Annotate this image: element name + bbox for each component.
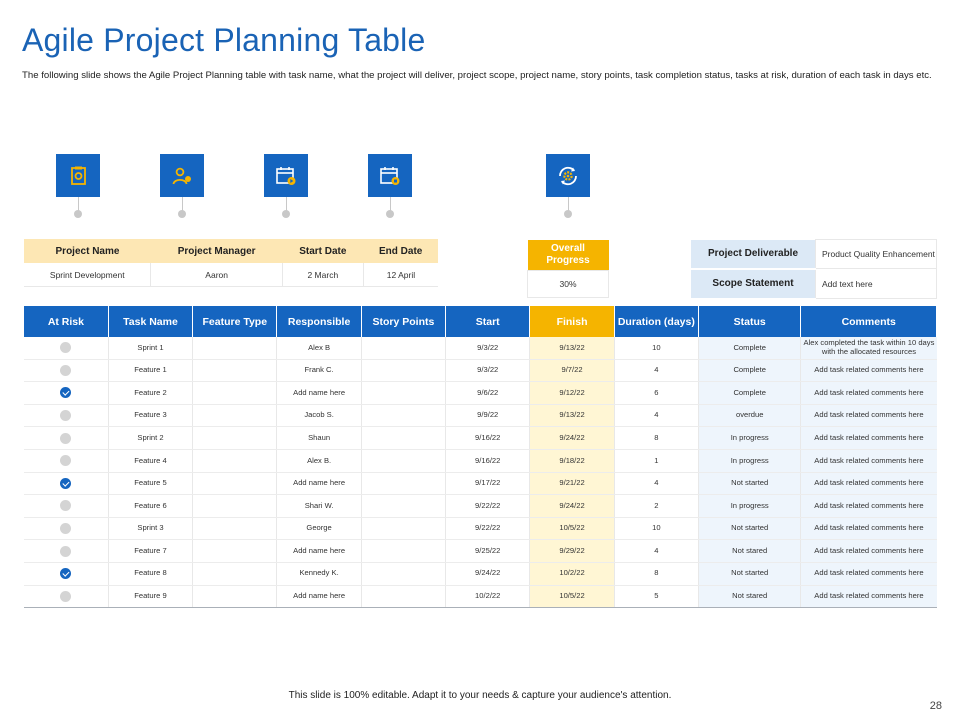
task-name-cell[interactable]: Sprint 3 xyxy=(108,517,192,540)
connector-line xyxy=(286,197,287,211)
status-cell[interactable]: overdue xyxy=(699,404,801,427)
at-risk-checked-icon[interactable] xyxy=(60,478,71,489)
project-deliverable-value[interactable]: Product Quality Enhancement xyxy=(816,240,937,269)
responsible-cell[interactable]: Add name here xyxy=(277,585,361,608)
feature-type-cell[interactable] xyxy=(193,472,277,495)
start-cell[interactable]: 9/16/22 xyxy=(446,427,530,450)
responsible-cell[interactable]: Add name here xyxy=(277,382,361,405)
start-cell[interactable]: 9/22/22 xyxy=(446,495,530,518)
status-cell[interactable]: Not stared xyxy=(699,585,801,608)
story-points-cell[interactable] xyxy=(361,449,445,472)
table-row xyxy=(24,585,937,608)
at-risk-cell xyxy=(24,449,108,472)
feature-type-cell[interactable] xyxy=(193,517,277,540)
story-points-cell[interactable] xyxy=(361,562,445,585)
connector-line xyxy=(390,197,391,211)
comments-cell[interactable]: Add task related comments here xyxy=(801,517,937,540)
at-risk-cell xyxy=(24,495,108,518)
story-points-cell[interactable] xyxy=(361,337,445,359)
start-calendar-icon xyxy=(264,154,308,197)
header-project-manager: Project Manager xyxy=(151,239,282,263)
at-risk-unchecked-icon[interactable] xyxy=(60,410,71,421)
at-risk-unchecked-icon[interactable] xyxy=(60,455,71,466)
duration-cell[interactable]: 10 xyxy=(614,517,698,540)
progress-cycle-icon xyxy=(546,154,590,197)
story-points-cell[interactable] xyxy=(361,495,445,518)
finish-cell[interactable]: 9/12/22 xyxy=(530,382,614,405)
at-risk-unchecked-icon[interactable] xyxy=(60,433,71,444)
feature-type-cell[interactable] xyxy=(193,427,277,450)
duration-cell[interactable]: 2 xyxy=(614,495,698,518)
feature-type-cell[interactable] xyxy=(193,562,277,585)
overall-progress-header: Overall Progress xyxy=(528,240,609,271)
start-cell[interactable]: 9/17/22 xyxy=(446,472,530,495)
at-risk-cell xyxy=(24,359,108,382)
at-risk-unchecked-icon[interactable] xyxy=(60,591,71,602)
task-name-cell[interactable]: Feature 2 xyxy=(108,382,192,405)
finish-cell[interactable]: 10/5/22 xyxy=(530,517,614,540)
col-duration: Duration (days) xyxy=(614,306,698,337)
at-risk-cell xyxy=(24,404,108,427)
start-cell[interactable]: 9/9/22 xyxy=(446,404,530,427)
task-name-cell[interactable]: Sprint 1 xyxy=(108,337,192,359)
status-cell[interactable]: In progress xyxy=(699,427,801,450)
at-risk-unchecked-icon[interactable] xyxy=(60,523,71,534)
page-number: 28 xyxy=(929,700,942,712)
at-risk-unchecked-icon[interactable] xyxy=(60,365,71,376)
story-points-cell[interactable] xyxy=(361,472,445,495)
col-at-risk: At Risk xyxy=(24,306,108,337)
start-cell[interactable]: 9/24/22 xyxy=(446,562,530,585)
task-name-cell[interactable]: Feature 6 xyxy=(108,495,192,518)
task-name-cell[interactable]: Feature 8 xyxy=(108,562,192,585)
status-cell[interactable]: Not started xyxy=(699,517,801,540)
responsible-cell[interactable]: Shaun xyxy=(277,427,361,450)
table-row xyxy=(24,472,937,495)
duration-cell[interactable]: 4 xyxy=(614,540,698,563)
feature-type-cell[interactable] xyxy=(193,337,277,359)
connector-dot xyxy=(178,210,186,218)
responsible-cell[interactable]: Jacob S. xyxy=(277,404,361,427)
at-risk-unchecked-icon[interactable] xyxy=(60,500,71,511)
table-row xyxy=(24,562,937,585)
header-project-name: Project Name xyxy=(24,239,151,263)
feature-type-cell[interactable] xyxy=(193,540,277,563)
comments-cell[interactable]: Add task related comments here xyxy=(801,472,937,495)
scope-statement-value[interactable]: Add text here xyxy=(816,269,937,299)
comments-cell[interactable]: Add task related comments here xyxy=(801,562,937,585)
table-row xyxy=(24,540,937,563)
table-row xyxy=(24,517,937,540)
end-calendar-icon xyxy=(368,154,412,197)
start-cell[interactable]: 9/3/22 xyxy=(446,337,530,359)
slide-subtitle: The following slide shows the Agile Project Planning table with task name, what the project will deliver, project scope, project name, story points, task completion status, tasks at risk, duration of each task in days etc. xyxy=(22,70,932,81)
table-row xyxy=(24,404,937,427)
project-name-value[interactable]: Sprint Development xyxy=(24,263,151,287)
task-name-cell[interactable]: Feature 5 xyxy=(108,472,192,495)
duration-cell[interactable]: 8 xyxy=(614,427,698,450)
at-risk-cell xyxy=(24,427,108,450)
col-story-points: Story Points xyxy=(361,306,445,337)
slide-footer: This slide is 100% editable. Adapt it to your needs & capture your audience's attention. xyxy=(288,690,672,701)
duration-cell[interactable]: 6 xyxy=(614,382,698,405)
comments-cell[interactable]: Alex completed the task within 10 days with the allocated resources xyxy=(801,337,937,359)
col-comments: Comments xyxy=(801,306,937,337)
at-risk-checked-icon[interactable] xyxy=(60,568,71,579)
finish-cell[interactable]: 9/7/22 xyxy=(530,359,614,382)
responsible-cell[interactable]: Frank C. xyxy=(277,359,361,382)
comments-cell[interactable]: Add task related comments here xyxy=(801,359,937,382)
table-row xyxy=(24,337,937,359)
table-body xyxy=(24,337,937,608)
project-info-table xyxy=(24,239,438,287)
connector-line xyxy=(568,197,569,211)
end-date-value[interactable]: 12 April xyxy=(363,263,438,287)
responsible-cell[interactable]: Add name here xyxy=(277,540,361,563)
comments-cell[interactable]: Add task related comments here xyxy=(801,449,937,472)
comments-cell[interactable]: Add task related comments here xyxy=(801,427,937,450)
story-points-cell[interactable] xyxy=(361,540,445,563)
progress-cycle-glyph xyxy=(556,164,580,188)
finish-cell[interactable]: 9/18/22 xyxy=(530,449,614,472)
at-risk-cell xyxy=(24,562,108,585)
story-points-cell[interactable] xyxy=(361,359,445,382)
finish-cell[interactable]: 9/21/22 xyxy=(530,472,614,495)
start-cell[interactable]: 9/3/22 xyxy=(446,359,530,382)
comments-cell[interactable]: Add task related comments here xyxy=(801,540,937,563)
task-name-cell[interactable]: Feature 4 xyxy=(108,449,192,472)
header-end-date: End Date xyxy=(363,239,438,263)
scope-statement-label: Scope Statement xyxy=(691,269,816,299)
task-name-cell[interactable]: Feature 7 xyxy=(108,540,192,563)
duration-cell[interactable]: 4 xyxy=(614,472,698,495)
responsible-cell[interactable]: Kennedy K. xyxy=(277,562,361,585)
feature-type-cell[interactable] xyxy=(193,585,277,608)
story-points-cell[interactable] xyxy=(361,404,445,427)
status-cell[interactable]: Complete xyxy=(699,359,801,382)
finish-cell[interactable]: 10/2/22 xyxy=(530,562,614,585)
start-cell[interactable]: 10/2/22 xyxy=(446,585,530,608)
task-name-cell[interactable]: Feature 1 xyxy=(108,359,192,382)
at-risk-cell xyxy=(24,337,108,359)
responsible-cell[interactable]: Alex B. xyxy=(277,449,361,472)
project-icon xyxy=(56,154,100,197)
at-risk-cell xyxy=(24,517,108,540)
finish-cell[interactable]: 9/29/22 xyxy=(530,540,614,563)
at-risk-checked-icon[interactable] xyxy=(60,387,71,398)
at-risk-cell xyxy=(24,585,108,608)
connector-dot xyxy=(564,210,572,218)
project-icon-glyph xyxy=(66,164,90,188)
status-cell[interactable]: Not stared xyxy=(699,540,801,563)
status-cell[interactable]: Complete xyxy=(699,382,801,405)
responsible-cell[interactable]: Alex B xyxy=(277,337,361,359)
manager-icon xyxy=(160,154,204,197)
feature-type-cell[interactable] xyxy=(193,382,277,405)
story-points-cell[interactable] xyxy=(361,427,445,450)
deliverable-table xyxy=(691,239,937,300)
connector-line xyxy=(78,197,79,211)
start-calendar-glyph xyxy=(274,164,298,188)
comments-cell[interactable]: Add task related comments here xyxy=(801,382,937,405)
slide-title: Agile Project Planning Table xyxy=(22,22,426,58)
comments-cell[interactable]: Add task related comments here xyxy=(801,495,937,518)
start-cell[interactable]: 9/25/22 xyxy=(446,540,530,563)
finish-cell[interactable]: 9/24/22 xyxy=(530,427,614,450)
status-cell[interactable]: Not started xyxy=(699,472,801,495)
manager-icon-glyph xyxy=(170,164,194,188)
status-cell[interactable]: In progress xyxy=(699,449,801,472)
col-feature-type: Feature Type xyxy=(193,306,277,337)
planning-table xyxy=(24,306,937,608)
col-task-name: Task Name xyxy=(108,306,192,337)
story-points-cell[interactable] xyxy=(361,517,445,540)
task-name-cell[interactable]: Feature 9 xyxy=(108,585,192,608)
overall-progress-table xyxy=(527,240,609,298)
status-cell[interactable]: Not started xyxy=(699,562,801,585)
table-row xyxy=(24,449,937,472)
start-cell[interactable]: 9/22/22 xyxy=(446,517,530,540)
task-name-cell[interactable]: Feature 3 xyxy=(108,404,192,427)
status-cell[interactable]: In progress xyxy=(699,495,801,518)
col-start: Start xyxy=(446,306,530,337)
status-cell[interactable]: Complete xyxy=(699,337,801,359)
duration-cell[interactable]: 4 xyxy=(614,404,698,427)
connector-line xyxy=(182,197,183,211)
col-status: Status xyxy=(699,306,801,337)
table-row xyxy=(24,382,937,405)
table-row xyxy=(24,495,937,518)
responsible-cell[interactable]: Shari W. xyxy=(277,495,361,518)
table-row xyxy=(24,427,937,450)
connector-dot xyxy=(282,210,290,218)
comments-cell[interactable]: Add task related comments here xyxy=(801,404,937,427)
col-responsible: Responsible xyxy=(277,306,361,337)
finish-cell[interactable]: 9/24/22 xyxy=(530,495,614,518)
project-manager-value[interactable]: Aaron xyxy=(151,263,282,287)
duration-cell[interactable]: 4 xyxy=(614,359,698,382)
responsible-cell[interactable]: Add name here xyxy=(277,472,361,495)
col-finish: Finish xyxy=(530,306,614,337)
finish-cell[interactable]: 9/13/22 xyxy=(530,337,614,359)
duration-cell[interactable]: 8 xyxy=(614,562,698,585)
end-calendar-glyph xyxy=(378,164,402,188)
overall-progress-value[interactable]: 30% xyxy=(528,271,609,298)
feature-type-cell[interactable] xyxy=(193,359,277,382)
table-row xyxy=(24,359,937,382)
feature-type-cell[interactable] xyxy=(193,404,277,427)
duration-cell[interactable]: 1 xyxy=(614,449,698,472)
header-start-date: Start Date xyxy=(282,239,363,263)
at-risk-unchecked-icon[interactable] xyxy=(60,546,71,557)
duration-cell[interactable]: 5 xyxy=(614,585,698,608)
project-deliverable-label: Project Deliverable xyxy=(691,240,816,269)
start-cell[interactable]: 9/16/22 xyxy=(446,449,530,472)
task-name-cell[interactable]: Sprint 2 xyxy=(108,427,192,450)
feature-type-cell[interactable] xyxy=(193,449,277,472)
feature-type-cell[interactable] xyxy=(193,495,277,518)
story-points-cell[interactable] xyxy=(361,585,445,608)
story-points-cell[interactable] xyxy=(361,382,445,405)
at-risk-unchecked-icon[interactable] xyxy=(60,342,71,353)
finish-cell[interactable]: 10/5/22 xyxy=(530,585,614,608)
start-date-value[interactable]: 2 March xyxy=(282,263,363,287)
finish-cell[interactable]: 9/13/22 xyxy=(530,404,614,427)
responsible-cell[interactable]: George xyxy=(277,517,361,540)
connector-dot xyxy=(74,210,82,218)
duration-cell[interactable]: 10 xyxy=(614,337,698,359)
table-header-row xyxy=(24,306,937,337)
start-cell[interactable]: 9/6/22 xyxy=(446,382,530,405)
at-risk-cell xyxy=(24,382,108,405)
connector-dot xyxy=(386,210,394,218)
at-risk-cell xyxy=(24,472,108,495)
at-risk-cell xyxy=(24,540,108,563)
comments-cell[interactable]: Add task related comments here xyxy=(801,585,937,608)
